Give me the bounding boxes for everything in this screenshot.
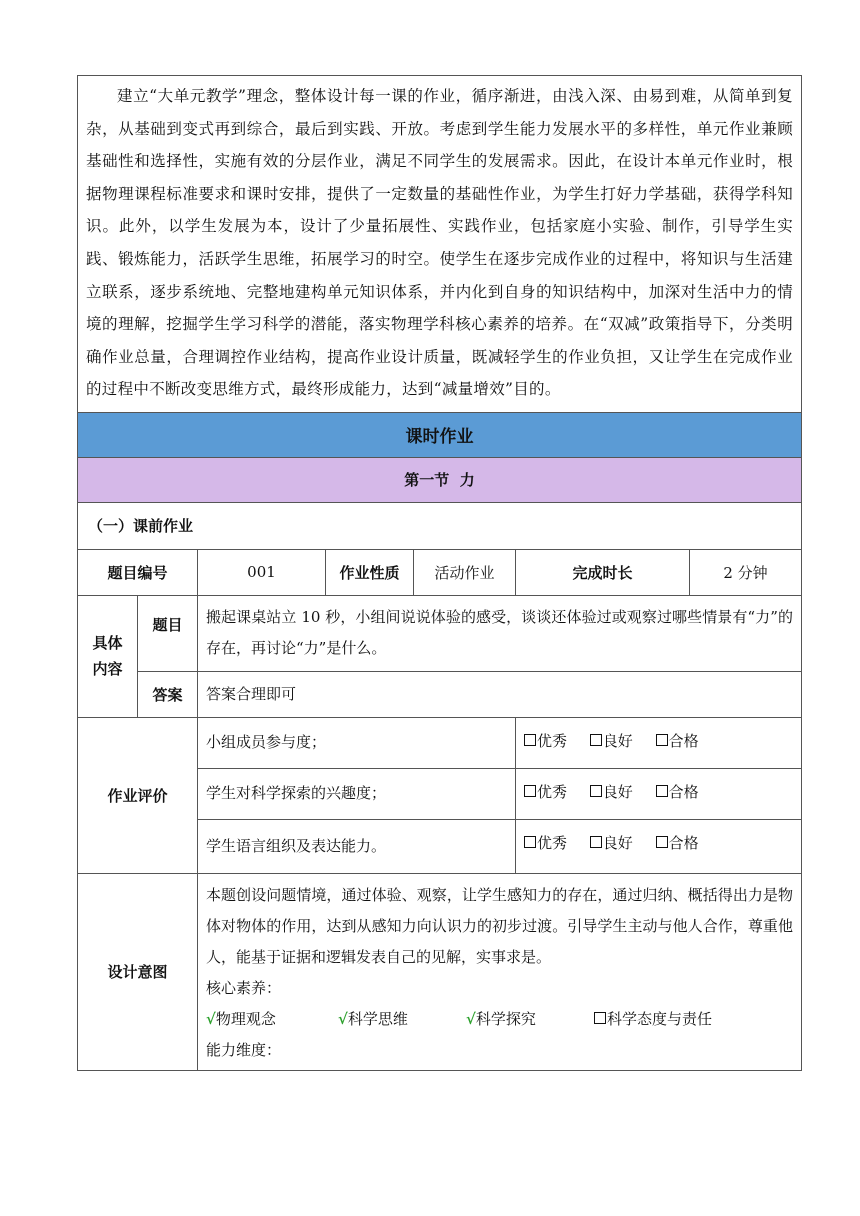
rating-option[interactable]: 优秀 bbox=[524, 732, 567, 750]
checkbox-icon bbox=[656, 785, 668, 797]
answer-row bbox=[78, 671, 802, 717]
design-cell bbox=[198, 873, 802, 1070]
check-icon: √ bbox=[466, 1009, 476, 1028]
info-row bbox=[78, 549, 802, 595]
literacy-list bbox=[206, 1004, 793, 1035]
literacy-item[interactable]: √科学思维 bbox=[338, 1004, 466, 1035]
literacy-item[interactable]: 科学态度与责任 bbox=[594, 1004, 712, 1035]
homework-table bbox=[77, 75, 802, 1071]
pre-class-row bbox=[78, 502, 802, 549]
lesson-homework-band: 课时作业 bbox=[78, 412, 802, 457]
checkbox-icon bbox=[590, 734, 602, 746]
checkbox-icon bbox=[590, 836, 602, 848]
rating-option[interactable]: 良好 bbox=[590, 732, 633, 750]
rating-option[interactable]: 合格 bbox=[656, 732, 699, 750]
answer-label: 答案 bbox=[138, 671, 198, 717]
checkbox-icon bbox=[656, 836, 668, 848]
design-text: 本题创设问题情境，通过体验、观察，让学生感知力的存在，通过归纳、概括得出力是物体对物体的作用，达到从感知力向认识力的初步过渡。引导学生主动与他人合作，尊重他人，能基于证据和逻辑发表自己的见解，实事求是。 bbox=[206, 885, 793, 966]
evaluation-item: 小组成员参与度； bbox=[198, 717, 516, 768]
answer-text: 答案合理即可 bbox=[198, 671, 802, 717]
checkbox-icon bbox=[524, 734, 536, 746]
type-label: 作业性质 bbox=[326, 549, 414, 595]
literacy-item[interactable]: √物理观念 bbox=[206, 1004, 338, 1035]
ability-label: 能力维度： bbox=[206, 1040, 282, 1059]
section-band: 第一节 力 bbox=[78, 457, 802, 502]
check-icon: √ bbox=[338, 1009, 348, 1028]
homework-document bbox=[77, 75, 791, 1071]
rating-option[interactable]: 优秀 bbox=[524, 783, 567, 801]
duration-label: 完成时长 bbox=[516, 549, 690, 595]
checkbox-icon bbox=[524, 836, 536, 848]
evaluation-label: 作业评价 bbox=[78, 717, 198, 873]
checkbox-icon bbox=[656, 734, 668, 746]
checkbox-icon bbox=[594, 1012, 606, 1024]
evaluation-item: 学生对科学探索的兴趣度； bbox=[198, 768, 516, 819]
type-value: 活动作业 bbox=[414, 549, 516, 595]
pre-class-title: （一）课前作业 bbox=[78, 502, 802, 549]
literacy-label: 核心素养： bbox=[206, 978, 282, 997]
evaluation-rating bbox=[516, 768, 802, 819]
evaluation-rating bbox=[516, 717, 802, 768]
number-label: 题目编号 bbox=[78, 549, 198, 595]
literacy-item[interactable]: √科学探究 bbox=[466, 1004, 594, 1035]
design-row bbox=[78, 873, 802, 1070]
rating-option[interactable]: 合格 bbox=[656, 834, 699, 852]
evaluation-item: 学生语言组织及表达能力。 bbox=[198, 819, 516, 873]
number-value: 001 bbox=[198, 549, 326, 595]
checkbox-icon bbox=[590, 785, 602, 797]
duration-value: 2 分钟 bbox=[690, 549, 802, 595]
intro-paragraph: 建立“大单元教学”理念，整体设计每一课的作业，循序渐进，由浅入深、由易到难，从简单到复杂，从基础到变式再到综合，最后到实践、开放。考虑到学生能力发展水平的多样性，单元作业兼顾基础性和选择性，实施有效的分层作业，满足不同学生的发展需求。因此，在设计本单元作业时，根据物理课程标准要求和课时安排，提供了一定数量的基础性作业，为学生打好力学基础，获得学科知识。此外，以学生发展为本，设计了少量拓展性、实践作业，包括家庭小实验、制作，引导学生实践、锻炼能力，活跃学生思维，拓展学习的时空。使学生在逐步完成作业的过程中，将知识与生活建立联系，逐步系统地、完整地建构单元知识体系，并内化到自身的知识结构中，加深对生活中力的情境的理解，挖掘学生学习科学的潜能，落实物理学科核心素养的培养。在“双减”政策指导下，分类明确作业总量，合理调控作业结构，提高作业设计质量，既减轻学生的作业负担，又让学生在完成作业的过程中不断改变思维方式，最终形成能力，达到“减量增效”目的。 bbox=[86, 87, 793, 399]
intro-row bbox=[78, 76, 802, 413]
evaluation-rating bbox=[516, 819, 802, 873]
rating-option[interactable]: 良好 bbox=[590, 834, 633, 852]
lesson-homework-band-row bbox=[78, 412, 802, 457]
rating-option[interactable]: 良好 bbox=[590, 783, 633, 801]
rating-option[interactable]: 合格 bbox=[656, 783, 699, 801]
evaluation-row bbox=[78, 717, 802, 768]
question-text: 搬起课桌站立 10 秒，小组间说说体验的感受，谈谈还体验过或观察过哪些情景有“力”的存在，再讨论“力”是什么。 bbox=[198, 595, 802, 671]
check-icon: √ bbox=[206, 1009, 216, 1028]
design-label: 设计意图 bbox=[78, 873, 198, 1070]
question-row bbox=[78, 595, 802, 671]
intro-cell bbox=[78, 76, 802, 413]
checkbox-icon bbox=[524, 785, 536, 797]
section-band-row bbox=[78, 457, 802, 502]
content-label: 具体内容 bbox=[78, 595, 138, 717]
rating-option[interactable]: 优秀 bbox=[524, 834, 567, 852]
question-label: 题目 bbox=[138, 595, 198, 671]
